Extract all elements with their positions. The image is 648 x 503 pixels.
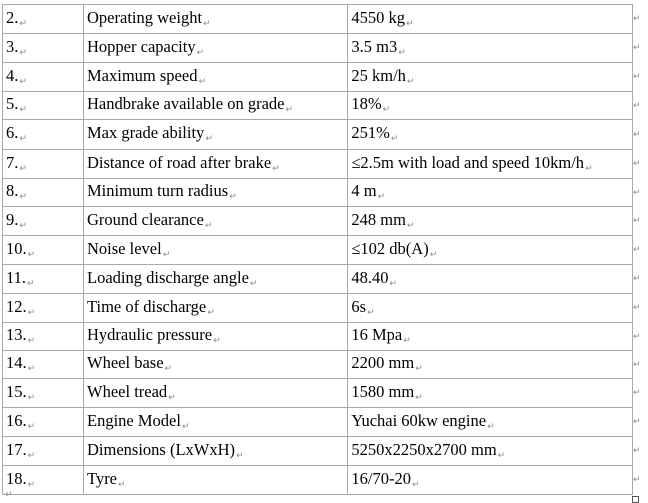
row-end-mark: ↵ [633,303,641,313]
spec-value-cell [348,5,633,34]
table-row [3,92,633,120]
cell-end-mark: ↵ [389,278,398,289]
spec-name: Max grade ability [87,123,205,142]
row-end-mark: ↵ [633,188,641,198]
spec-name-cell [84,5,348,34]
cell-end-mark: ↵ [390,134,399,144]
row-end-mark: ↵ [633,475,641,485]
row-number: 14. [6,353,27,372]
cell-end-mark: ↵ [285,105,294,115]
row-number-cell [3,63,84,92]
row-number-cell [3,236,84,265]
cell-end-mark: ↵ [406,220,415,231]
spec-value: 1580 mm [351,381,415,401]
row-number-cell [3,150,84,179]
spec-name-cell [84,179,348,207]
spec-name: Ground clearance [87,209,204,229]
cell-end-mark: ↵ [19,105,27,115]
specifications-table [2,4,633,495]
row-number-cell [3,207,84,236]
table-row [3,150,633,179]
cell-end-mark: ↵ [429,249,438,260]
spec-name: Maximum speed [87,65,198,85]
spec-value: Yuchai 60kw engine [351,410,487,430]
cell-end-mark: ↵ [19,134,27,144]
row-number-cell [3,179,84,207]
spec-value-cell [348,207,633,236]
spec-value: 2200 mm [351,353,415,372]
table-row [3,323,633,351]
row-number-cell [3,294,84,323]
spec-name-cell [84,294,348,323]
cell-end-mark: ↵ [27,479,36,490]
spec-name: Loading discharge angle [87,267,249,287]
table-row [3,466,633,495]
spec-name: Time of discharge [87,296,207,316]
table-row [3,437,633,466]
row-end-mark: ↵ [633,245,641,255]
spec-value: 3.5 m3 [351,36,398,56]
spec-name: Hydraulic pressure [87,325,213,344]
row-number-cell [3,92,84,120]
cell-end-mark: ↵ [19,192,27,202]
cell-end-mark: ↵ [19,163,27,174]
spec-name-cell [84,379,348,408]
row-number-cell [3,265,84,294]
row-end-mark: ↵ [633,360,641,370]
cell-end-mark: ↵ [19,47,27,58]
spec-value-cell [348,265,633,294]
cell-end-mark: ↵ [203,18,211,29]
row-number: 8. [6,181,19,200]
cell-end-mark: ↵ [164,364,173,374]
row-end-mark: ↵ [633,14,641,24]
spec-value: 16 Mpa [351,325,403,344]
cell-end-mark: ↵ [27,364,36,374]
cell-end-mark: ↵ [367,307,375,318]
row-end-mark: ↵ [633,446,641,456]
row-number: 9. [6,209,19,229]
specifications-table-body [3,5,633,495]
row-number: 12. [6,296,27,316]
cell-end-mark: ↵ [249,278,258,289]
row-end-mark: ↵ [633,159,641,169]
cell-end-mark: ↵ [415,392,423,403]
cell-end-mark: ↵ [27,278,35,289]
table-row [3,120,633,150]
cell-end-mark: ↵ [213,336,221,346]
cell-end-mark: ↵ [377,192,386,202]
spec-value: 18% [351,94,382,113]
row-end-mark: ↵ [633,72,641,82]
cell-end-mark: ↵ [382,105,391,115]
spec-value: 251% [351,123,390,142]
cell-end-mark: ↵ [196,47,205,58]
cell-end-mark: ↵ [19,220,27,231]
row-end-mark: ↵ [633,274,641,284]
cell-end-mark: ↵ [398,47,406,58]
row-end-mark: ↵ [633,43,641,53]
row-number: 3. [6,36,19,56]
row-end-mark: ↵ [633,101,641,111]
spec-value-cell [348,437,633,466]
spec-name: Minimum turn radius [87,181,229,200]
spec-value-cell [348,92,633,120]
spec-name-cell [84,63,348,92]
row-end-mark: ↵ [633,216,641,226]
spec-name: Wheel tread [87,381,168,401]
row-number-cell [3,408,84,437]
row-number: 5. [6,94,19,113]
row-number-cell [3,34,84,63]
spec-name-cell [84,351,348,379]
spec-name-cell [84,92,348,120]
spec-name-cell [84,437,348,466]
spec-name: Wheel base [87,353,164,372]
spec-value: 16/70-20 [351,468,411,488]
spec-name-cell [84,207,348,236]
cell-end-mark: ↵ [118,479,126,490]
spec-value: 5250x2250x2700 mm [351,439,497,459]
cell-end-mark: ↵ [19,76,27,87]
paragraph-mark: ↵ [5,490,13,500]
row-number-cell [3,379,84,408]
spec-value-cell [348,179,633,207]
table-row [3,408,633,437]
cell-end-mark: ↵ [229,192,237,202]
row-number: 16. [6,410,27,430]
row-end-mark: ↵ [633,332,641,342]
spec-value-cell [348,351,633,379]
spec-value: ≤102 db(A) [351,238,429,258]
table-row [3,351,633,379]
row-number-cell [3,5,84,34]
spec-value-cell [348,466,633,495]
spec-value: 248 mm [351,209,406,229]
spec-name: Hopper capacity [87,36,196,56]
spec-name-cell [84,120,348,150]
cell-end-mark: ↵ [27,392,36,403]
cell-end-mark: ↵ [236,450,244,461]
row-number: 15. [6,381,27,401]
table-row [3,265,633,294]
cell-end-mark: ↵ [403,336,411,346]
row-number: 4. [6,65,19,85]
cell-end-mark: ↵ [27,336,36,346]
row-end-mark: ↵ [633,130,641,140]
spec-value-cell [348,379,633,408]
cell-end-mark: ↵ [27,249,36,260]
row-number-cell [3,466,84,495]
cell-end-mark: ↵ [497,450,506,461]
cell-end-mark: ↵ [411,479,420,490]
spec-value-cell [348,294,633,323]
cell-end-mark: ↵ [205,134,213,144]
spec-value-cell [348,34,633,63]
table-row [3,379,633,408]
spec-value-cell [348,150,633,179]
spec-name-cell [84,265,348,294]
cell-end-mark: ↵ [405,18,414,29]
spec-value: ≤2.5m with load and speed 10km/h [351,152,585,172]
cell-end-mark: ↵ [27,450,36,461]
spec-value: 48.40 [351,267,389,287]
cell-end-mark: ↵ [406,76,415,87]
spec-name-cell [84,408,348,437]
row-number-cell [3,323,84,351]
table-row [3,179,633,207]
spec-value-cell [348,408,633,437]
spec-value-cell [348,63,633,92]
row-number-cell [3,351,84,379]
spec-value: 6s [351,296,367,316]
spec-value-cell [348,323,633,351]
cell-end-mark: ↵ [198,76,207,87]
cell-end-mark: ↵ [272,163,280,174]
spec-name-cell [84,236,348,265]
cell-end-mark: ↵ [27,421,36,432]
table-row [3,5,633,34]
table-row [3,34,633,63]
cell-end-mark: ↵ [19,18,27,29]
spec-name: Engine Model [87,410,181,430]
spec-name: Noise level [87,238,162,258]
spec-name-cell [84,150,348,179]
row-number: 7. [6,152,19,172]
cell-end-mark: ↵ [181,421,190,432]
cell-end-mark: ↵ [204,220,213,231]
table-row [3,207,633,236]
row-number: 2. [6,7,19,27]
row-number: 10. [6,238,27,258]
spec-name: Handbrake available on grade [87,94,285,113]
spec-value: 25 km/h [351,65,406,85]
row-number-cell [3,120,84,150]
spec-name: Operating weight [87,7,203,27]
row-end-mark: ↵ [633,417,641,427]
cell-end-mark: ↵ [585,163,593,174]
row-end-mark: ↵ [633,388,641,398]
spec-value-cell [348,236,633,265]
cell-end-mark: ↵ [207,307,215,318]
row-number: 6. [6,123,19,142]
row-number: 17. [6,439,27,459]
spec-value: 4550 kg [351,7,405,27]
table-row [3,63,633,92]
table-row [3,294,633,323]
cell-end-mark: ↵ [27,307,36,318]
row-number: 18. [6,468,27,488]
spec-name: Distance of road after brake [87,152,272,172]
spec-value: 4 m [351,181,377,200]
spec-value-cell [348,120,633,150]
spec-name: Tyre [87,468,118,488]
table-row [3,236,633,265]
row-number-cell [3,437,84,466]
spec-name-cell [84,323,348,351]
spec-name-cell [84,34,348,63]
spec-name: Dimensions (LxWxH) [87,439,236,459]
row-number: 13. [6,325,27,344]
cell-end-mark: ↵ [168,392,176,403]
cell-end-mark: ↵ [415,364,423,374]
cell-end-mark: ↵ [487,421,495,432]
row-number: 11. [6,267,27,287]
spec-name-cell [84,466,348,495]
cell-end-mark: ↵ [162,249,171,260]
